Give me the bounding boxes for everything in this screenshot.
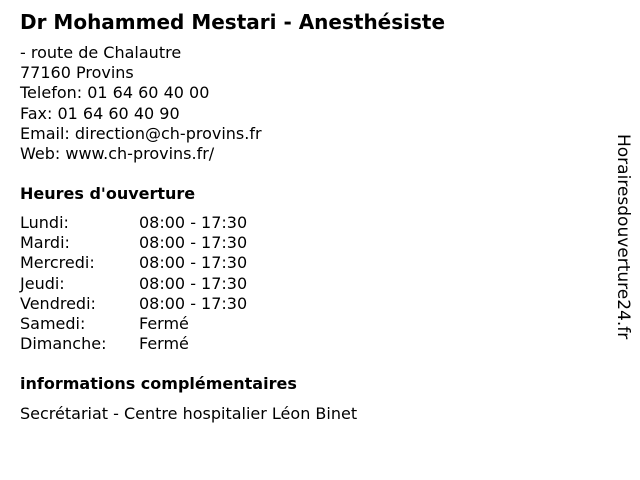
phone-text: Telefon: 01 64 60 40 00 (20, 83, 210, 103)
day-label: Mardi: (20, 233, 70, 253)
time-value: Fermé (139, 313, 189, 333)
additional-info-heading: informations complémentaires (20, 374, 297, 393)
time-value: 08:00 - 17:30 (139, 293, 248, 313)
time-value: 08:00 - 17:30 (139, 253, 248, 273)
page-title: Dr Mohammed Mestari - Anesthésiste (20, 10, 446, 34)
hours-row-thursday (20, 274, 320, 294)
day-label: Samedi: (20, 313, 86, 333)
time-value: 08:00 - 17:30 (139, 233, 248, 253)
address-line-2: 77160 Provins (20, 63, 134, 83)
day-label: Vendredi: (20, 293, 96, 313)
time-value: 08:00 - 17:30 (139, 213, 248, 232)
additional-info-text: Secrétariat - Centre hospitalier Léon Binet (20, 404, 358, 423)
day-label: Jeudi: (20, 273, 65, 293)
hours-row-wednesday (20, 253, 320, 273)
day-label: Lundi: (20, 213, 69, 232)
day-label: Mercredi: (20, 253, 95, 273)
web-text: Web: www.ch-provins.fr/ (20, 143, 215, 163)
opening-hours-list (20, 213, 320, 354)
site-watermark: Horairesdouverture24.fr (613, 134, 633, 340)
day-label: Dimanche: (20, 334, 107, 354)
hours-row-sunday (20, 334, 320, 354)
email-text: Email: direction@ch-provins.fr (20, 123, 262, 143)
time-value: 08:00 - 17:30 (139, 273, 248, 293)
time-value: Fermé (139, 334, 189, 354)
address-line-1: - route de Chalautre (20, 43, 182, 62)
contact-block (20, 43, 262, 164)
fax-text: Fax: 01 64 60 40 90 (20, 103, 180, 123)
hours-row-saturday (20, 314, 320, 334)
hours-row-tuesday (20, 233, 320, 253)
hours-row-friday (20, 294, 320, 314)
opening-hours-heading: Heures d'ouverture (20, 184, 196, 203)
hours-row-monday (20, 213, 320, 233)
